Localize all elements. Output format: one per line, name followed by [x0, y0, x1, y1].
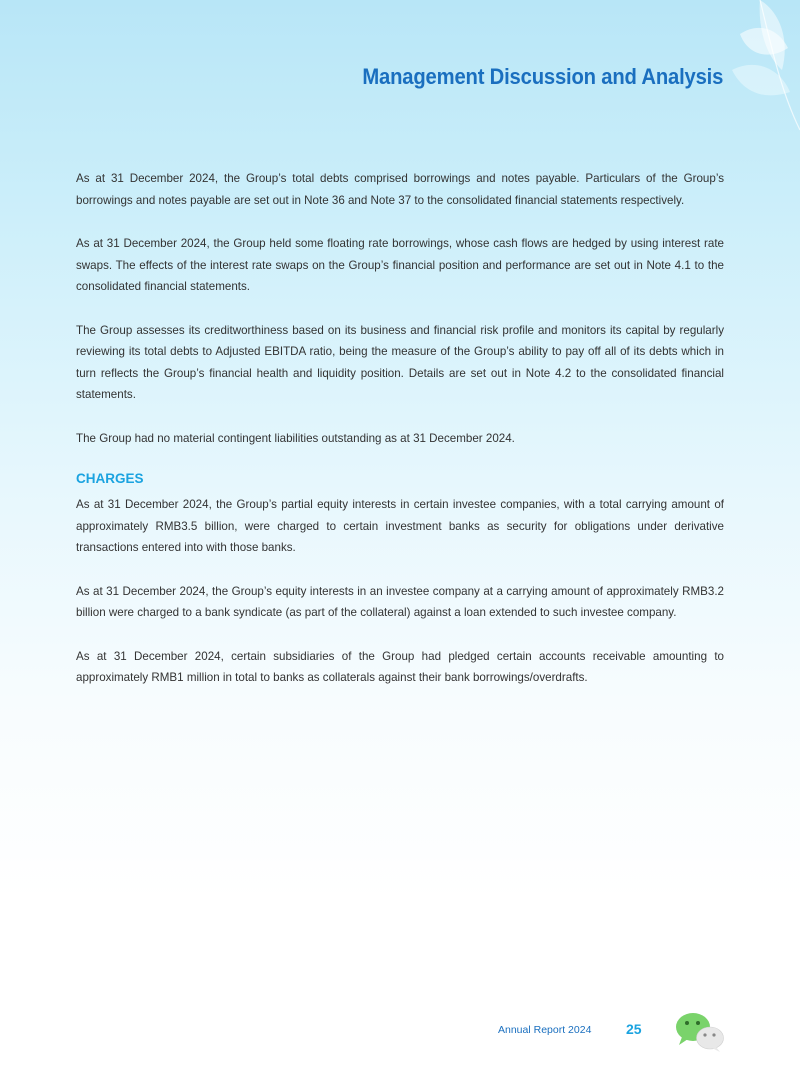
paragraph-charges-bank-syndicate: As at 31 December 2024, the Group’s equity interests in an investee company at a carrying amount of approximately RMB3.2 billion were charged to a bank syndicate (as part of the collateral) against a loan extended to such investee company.	[76, 584, 724, 619]
paragraph-charges-equity-investees: As at 31 December 2024, the Group’s partial equity interests in certain investee companies, with a total carrying amount of approximately RMB3.5 billion, were charged to certain investment banks as security for obligations under derivative transactions entered into with those banks.	[76, 498, 724, 554]
wechat-logo-icon	[674, 1011, 726, 1053]
page-number: 25	[626, 1021, 642, 1037]
paragraph-floating-rate: As at 31 December 2024, the Group held some floating rate borrowings, whose cash flows are hedged by using interest rate swaps. The effects of the interest rate swaps on the Group’s financial position and performance are set out in Note 4.1 to the consolidated financial statements.	[76, 237, 724, 293]
footer-report-label: Annual Report 2024	[498, 1024, 592, 1036]
section-heading-charges: CHARGES	[76, 471, 144, 486]
paragraph-total-debts: As at 31 December 2024, the Group’s total debts comprised borrowings and notes payable. Particulars of the Group’s borrowings and notes payable are set out in Note 36 and Note 37 to the consolidated financial statements respectively.	[76, 172, 724, 207]
paragraph-contingent-liabilities: The Group had no material contingent liabilities outstanding as at 31 December 2024.	[76, 431, 515, 445]
paragraph-creditworthiness: The Group assesses its creditworthiness based on its business and financial risk profile and monitors its capital by regularly reviewing its total debts to Adjusted EBITDA ratio, being the measure of the Group’s ability to pay off all of its debts which in turn reflects the Group’s financial health and liquidity position. Details are set out in Note 4.2 to the consolidated financial statements.	[76, 323, 724, 401]
paragraph-charges-receivables: As at 31 December 2024, certain subsidiaries of the Group had pledged certain accounts receivable amounting to approximately RMB1 million in total to banks as collaterals against their bank borrowings/overdrafts.	[76, 649, 724, 684]
main-content	[76, 168, 724, 711]
page-title: Management Discussion and Analysis	[362, 64, 723, 89]
